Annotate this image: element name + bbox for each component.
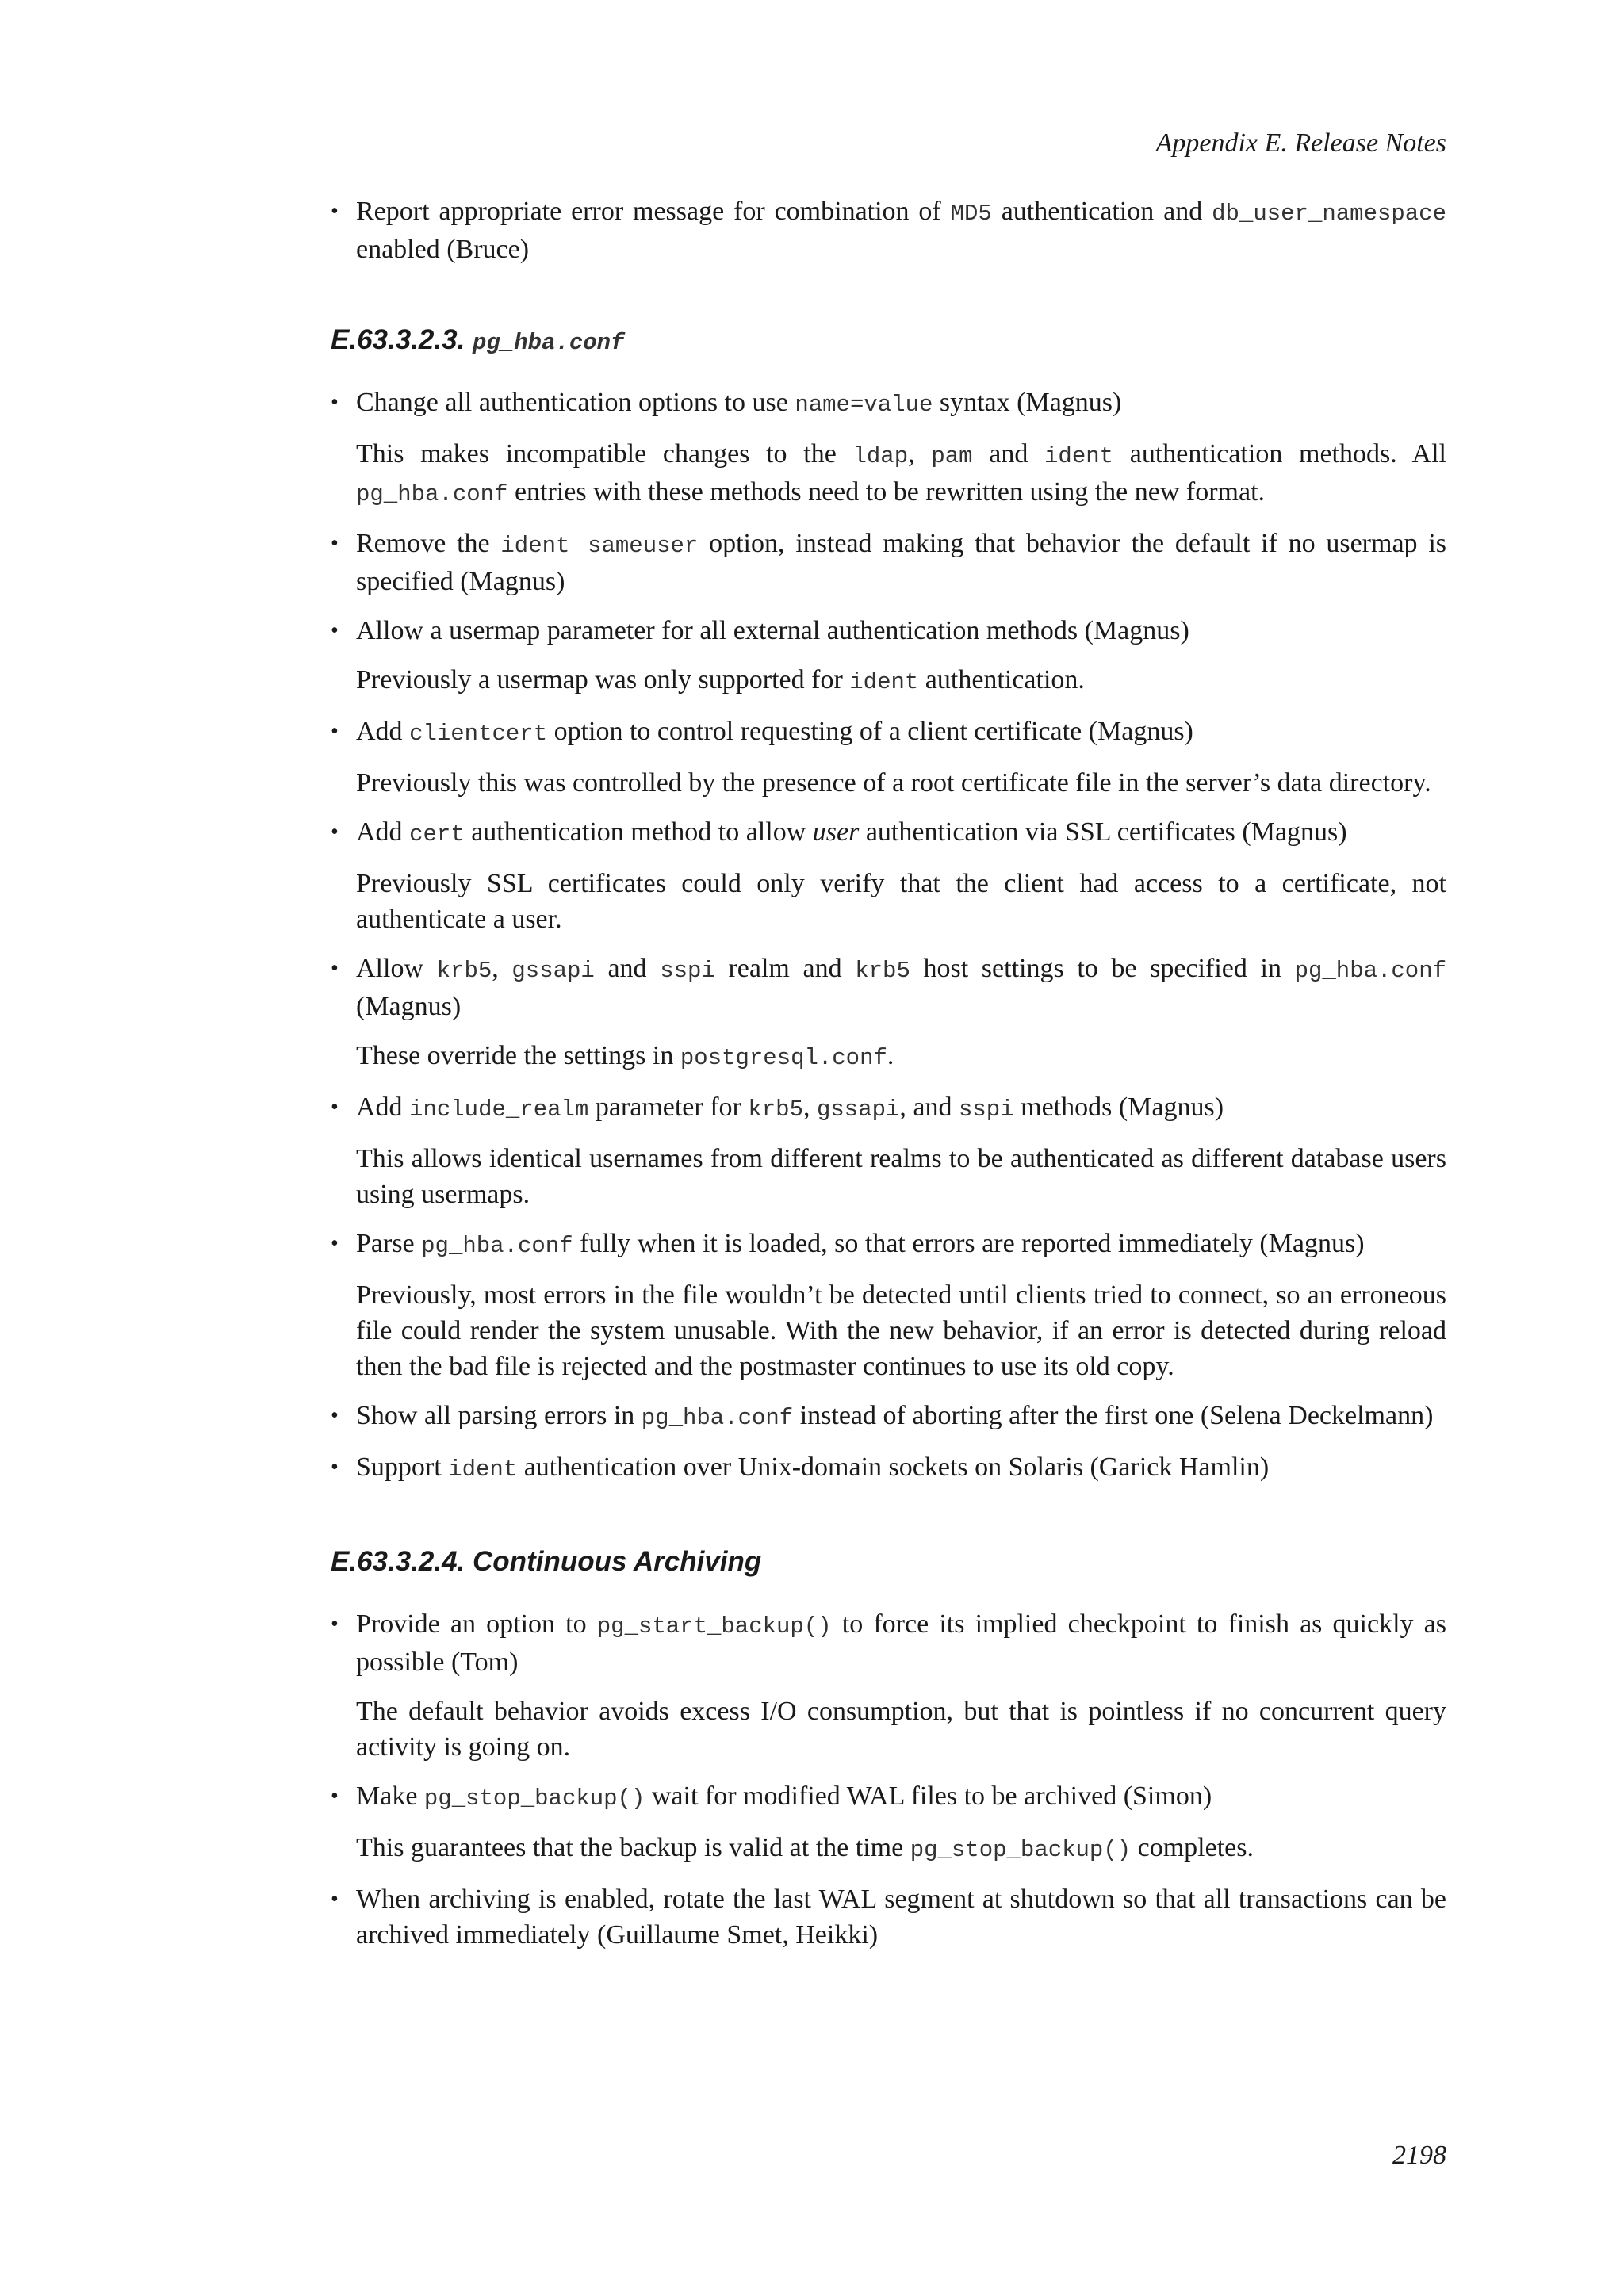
list-item — [331, 714, 1446, 801]
list-item — [331, 526, 1446, 599]
item-text: • Add include_realm parameter for krb5, gssapi, and sspi methods (Magnus) — [331, 1089, 1446, 1127]
list-item — [331, 951, 1446, 1076]
item-text: • Provide an option to pg_start_backup() to force its implied checkpoint to finish as quickly as possible (Tom) — [331, 1606, 1446, 1680]
item-text: • Report appropriate error message for combination of MD5 authentication and db_user_namespace enabled (Bruce) — [331, 193, 1446, 267]
item-text: • Remove the ident sameuser option, instead making that behavior the default if no usermap is specified (Magnus) — [331, 526, 1446, 599]
list-item — [331, 193, 1446, 267]
item-note: Previously SSL certificates could only verify that the client had access to a certificate, not authenticate a user. — [356, 869, 1446, 934]
item-note: Previously, most errors in the file wouldn’t be detected until clients tried to connect, so an erroneous file could render the system unusable. With the new behavior, if an error is detected during reload then the bad file is rejected and the postmaster continues to use its old copy. — [356, 1280, 1446, 1381]
item-note: This guarantees that the backup is valid at the time pg_stop_backup() completes. — [356, 1833, 1254, 1863]
item-text: • When archiving is enabled, rotate the last WAL segment at shutdown so that all transactions can be archived immediately (Guillaume Smet, Heikki) — [331, 1881, 1446, 1953]
item-note: Previously this was controlled by the presence of a root certificate file in the server’s data directory. — [356, 768, 1431, 798]
item-text: • Make pg_stop_backup() wait for modified WAL files to be archived (Simon) — [331, 1778, 1446, 1816]
list-item — [331, 1778, 1446, 1868]
item-note: This makes incompatible changes to the ldap, pam and ident authentication methods. All pg_hba.conf entries with these methods need to be rewritten using the new format. — [356, 439, 1447, 507]
page-content — [331, 193, 1446, 1966]
running-header: Appendix E. Release Notes — [1155, 128, 1446, 158]
item-note: The default behavior avoids excess I/O consumption, but that is pointless if no concurrent query activity is going on. — [356, 1697, 1446, 1762]
list-item — [331, 1226, 1446, 1384]
list-item — [331, 1398, 1446, 1436]
item-text: • Add cert authentication method to allow user authentication via SSL certificates (Magnus) — [331, 814, 1446, 852]
list-item — [331, 1881, 1446, 1953]
item-note: This allows identical usernames from different realms to be authenticated as different database users using usermaps. — [356, 1144, 1446, 1209]
list-item — [331, 1089, 1446, 1212]
list-item — [331, 1449, 1446, 1487]
item-text: • Allow krb5, gssapi and sspi realm and krb5 host settings to be specified in pg_hba.conf (Magnus) — [331, 951, 1446, 1024]
item-text: • Show all parsing errors in pg_hba.conf instead of aborting after the first one (Selena Deckelmann) — [331, 1398, 1446, 1436]
item-note: These override the settings in postgresql.conf. — [356, 1041, 894, 1071]
section-heading: E.63.3.2.4. Continuous Archiving — [331, 1546, 762, 1577]
item-text: • Allow a usermap parameter for all external authentication methods (Magnus) — [331, 613, 1446, 649]
item-text: • Add clientcert option to control requesting of a client certificate (Magnus) — [331, 714, 1446, 752]
section-heading: E.63.3.2.3. pg_hba.conf — [331, 324, 625, 356]
list-item — [331, 1606, 1446, 1765]
page-number: 2198 — [1392, 2141, 1446, 2170]
item-note: Previously a usermap was only supported for ident authentication. — [356, 665, 1085, 695]
item-text: • Change all authentication options to use name=value syntax (Magnus) — [331, 385, 1446, 423]
list-item — [331, 613, 1446, 700]
list-item — [331, 814, 1446, 937]
list-item — [331, 385, 1446, 512]
item-text: • Parse pg_hba.conf fully when it is loaded, so that errors are reported immediately (Magnus) — [331, 1226, 1446, 1264]
item-text: • Support ident authentication over Unix-domain sockets on Solaris (Garick Hamlin) — [331, 1449, 1446, 1487]
